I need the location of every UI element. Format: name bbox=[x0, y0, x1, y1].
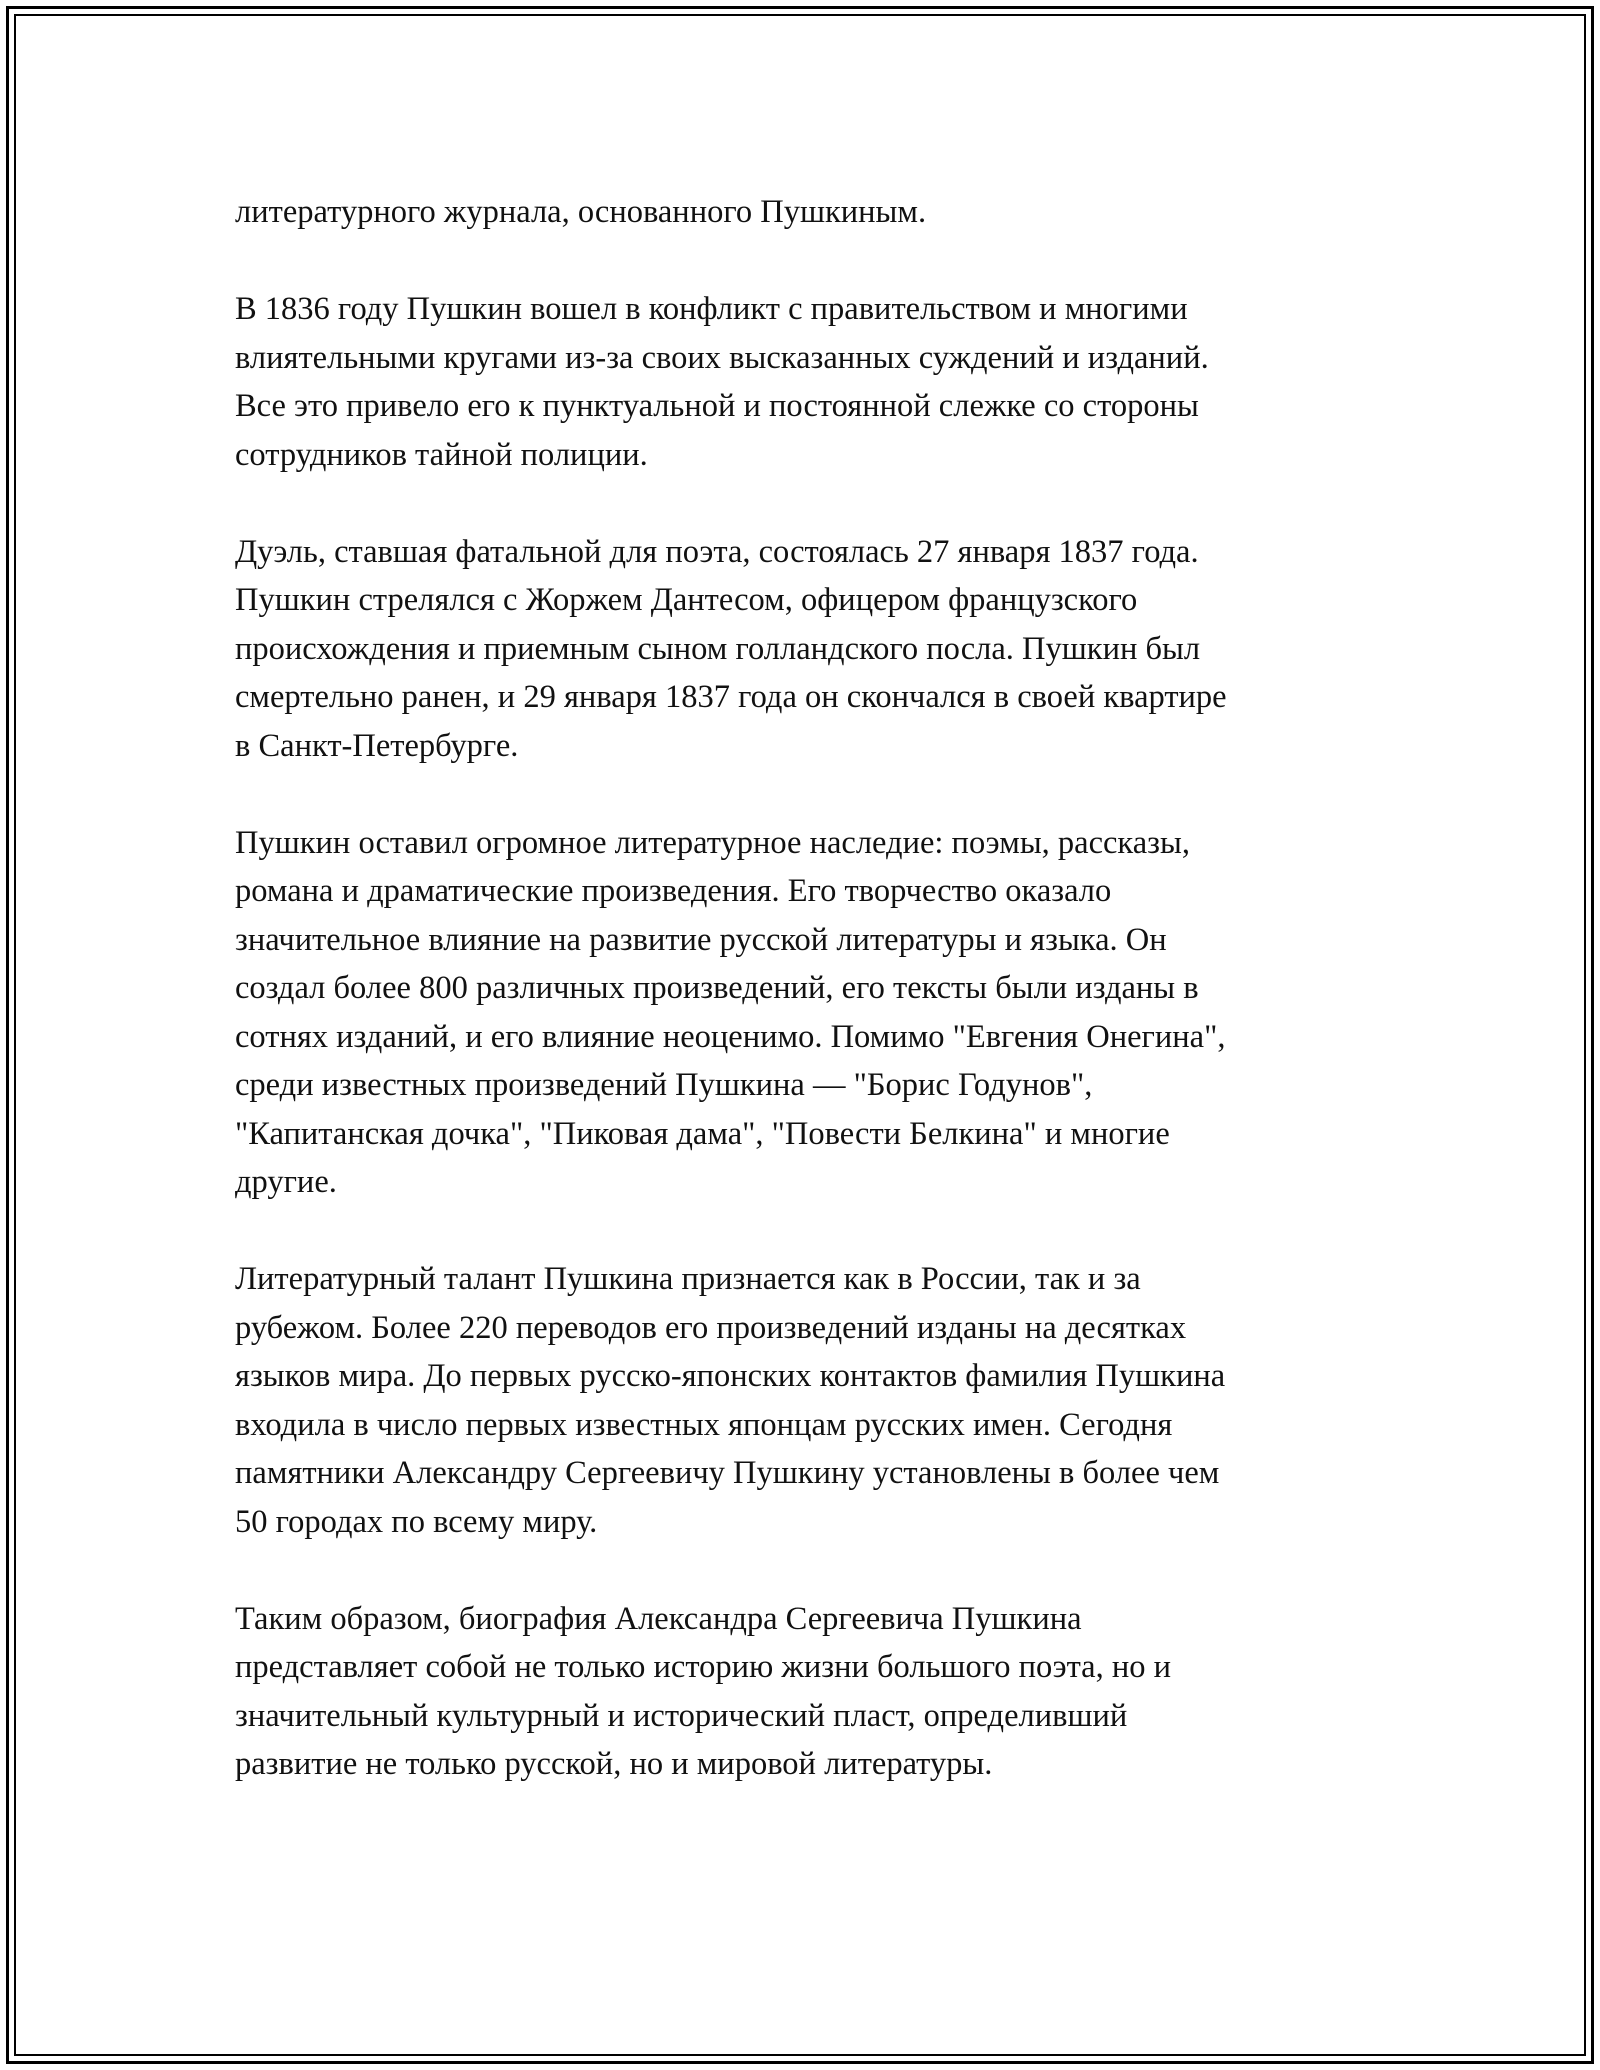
paragraph-world-recognition: Литературный талант Пушкина признается как в России, так и за рубежом. Более 220 переводов его произведений изданы на десятках языков мира. До первых русско-японских контактов фамилия Пушкина входила в число первых известных японцам русских имен. Сегодня памятники Александру Сергеевичу Пушкину установлены в более чем 50 городах по всему миру. bbox=[235, 1261, 1226, 1540]
document-body bbox=[235, 188, 1405, 1837]
paragraph-duel: Дуэль, ставшая фатальной для поэта, состоялась 27 января 1837 года. Пушкин стрелялся с Жоржем Дантесом, офицером французского происхождения и приемным сыном голландского посла. Пушкин был смертельно ранен, и 29 января 1837 года он скончался в своей квартире в Санкт-Петербурге. bbox=[235, 533, 1227, 764]
paragraph-conclusion: Таким образом, биография Александра Сергеевича Пушкина представляет собой не только историю жизни большого поэта, но и значительный культурный и исторический пласт, определивший развитие не только русской, но и мировой литературы. bbox=[235, 1600, 1172, 1782]
paragraph-journal-continuation: литературного журнала, основанного Пушкиным. bbox=[235, 194, 927, 230]
paragraph-literary-legacy: Пушкин оставил огромное литературное наследие: поэмы, рассказы, романа и драматические произведения. Его творчество оказало значительное влияние на развитие русской литературы и языка. Он создал более 800 различных произведений, его тексты были изданы в сотнях изданий, и его влияние неоценимо. Помимо "Евгения Онегина", среди известных произведений Пушкина — "Борис Годунов", "Капитанская дочка", "Пиковая дама", "Повести Белкина" и многие другие. bbox=[235, 824, 1226, 1200]
paragraph-conflict-1836: В 1836 году Пушкин вошел в конфликт с правительством и многими влиятельными кругами из-за своих высказанных суждений и изданий. Все это привело его к пунктуальной и постоянной слежке со стороны сотрудников тайной полиции. bbox=[235, 291, 1209, 473]
